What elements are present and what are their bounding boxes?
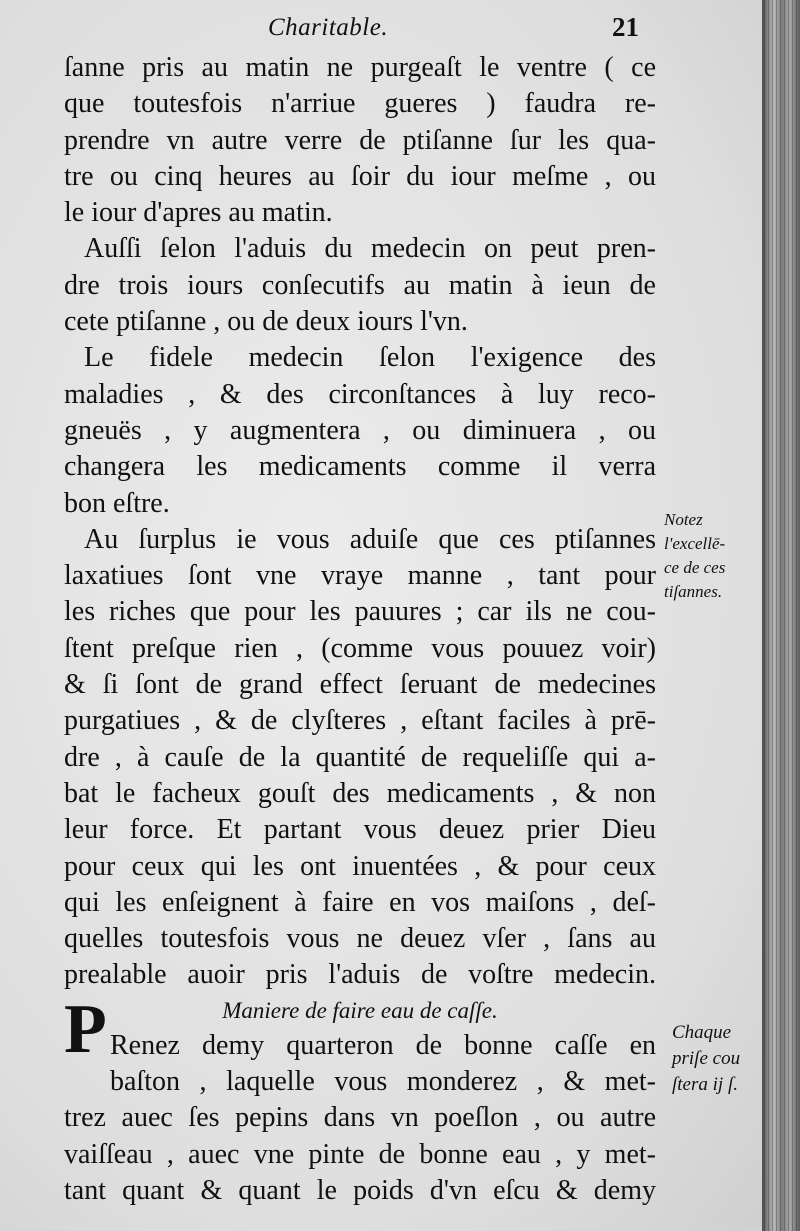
text-line: bon eſtre. (64, 487, 170, 519)
section-heading: Maniere de faire eau de caſſe. (222, 997, 498, 1023)
text-line: dre , à cauſe de la quantité de requeliſſe qui a- (64, 741, 656, 773)
text-line: prendre vn autre verre de ptiſanne ſur les qua- (64, 124, 656, 156)
text-line: les riches que pour les pauures ; car ils ne cou- (64, 596, 656, 628)
text-line: Au ſurplus ie vous aduiſe que ces ptiſannes (84, 523, 656, 555)
drop-cap: P (64, 991, 107, 1068)
text-line: maladies , & des circonſtances à luy reco- (64, 378, 656, 410)
recipe-line: trez auec ſes pepins dans vn poeſlon , ou autre (64, 1102, 656, 1134)
text-line: tre ou cinq heures au ſoir du iour meſme , ou (64, 160, 656, 192)
margin-note-line: priſe cou (672, 1048, 741, 1069)
text-line: Auſſi ſelon l'aduis du medecin on peut pren- (84, 233, 656, 265)
margin-note-line: ſtera ij ſ. (672, 1074, 738, 1095)
text-line: quelles toutesfois vous ne deuez vſer , ſans au (64, 923, 656, 955)
text-line: Le fidele medecin ſelon l'exigence des (84, 342, 656, 374)
text-line: leur force. Et partant vous deuez prier Dieu (64, 814, 656, 846)
body-text (64, 50, 656, 1209)
recipe-line: tant quant & quant le poids d'vn eſcu & demy (64, 1174, 656, 1206)
text-line: purgatiues , & de clyſteres , eſtant faciles à prē- (64, 705, 656, 737)
text-line: le iour d'apres au matin. (64, 197, 333, 229)
text-line: que toutesfois n'arriue gueres ) faudra re- (64, 88, 656, 120)
margin-note-excellence (664, 508, 762, 604)
page-number: 21 (612, 12, 639, 42)
margin-note-line: tiſannes. (664, 582, 723, 601)
running-title: Charitable. (268, 14, 389, 41)
margin-note-line: l'excellē- (664, 534, 726, 553)
margin-note-line: Chaque (672, 1022, 732, 1043)
text-line: bat le facheux gouſt des medicaments , & non (64, 777, 656, 809)
text-line: ſanne pris au matin ne purgeaſt le ventre ( ce (64, 52, 656, 83)
text-line: ſtent preſque rien , (comme vous pouuez voir) (64, 632, 656, 664)
text-line: & ſi ſont de grand effect ſeruant de medecines (64, 669, 656, 701)
page-edge-texture (764, 0, 798, 1231)
text-line: laxatiues ſont vne vraye manne , tant pour (64, 560, 656, 592)
text-line: gneuës , y augmentera , ou diminuera , ou (64, 414, 656, 446)
margin-note-line: ce de ces (664, 558, 726, 577)
text-line: dre trois iours conſecutifs au matin à ieun de (64, 269, 656, 301)
recipe-line: baſton , laquelle vous monderez , & met- (110, 1066, 656, 1098)
text-line: cete ptiſanne , ou de deux iours l'vn. (64, 306, 468, 338)
text-line: pour ceux qui les ont inuentées , & pour ceux (64, 850, 656, 882)
text-line: changera les medicaments comme il verra (64, 451, 656, 483)
text-line: prealable auoir pris l'aduis de voſtre medecin. (64, 959, 656, 991)
recipe-line: vaiſſeau , auec vne pinte de bonne eau , y met- (64, 1138, 656, 1170)
book-page-edge (762, 0, 800, 1231)
page-header (0, 8, 770, 48)
recipe-line: Renez demy quarteron de bonne caſſe en (110, 1029, 656, 1061)
text-line: qui les enſeignent à faire en vos maiſons , deſ- (64, 886, 656, 918)
margin-note-line: Notez (664, 510, 703, 529)
margin-note-price (672, 1020, 768, 1098)
